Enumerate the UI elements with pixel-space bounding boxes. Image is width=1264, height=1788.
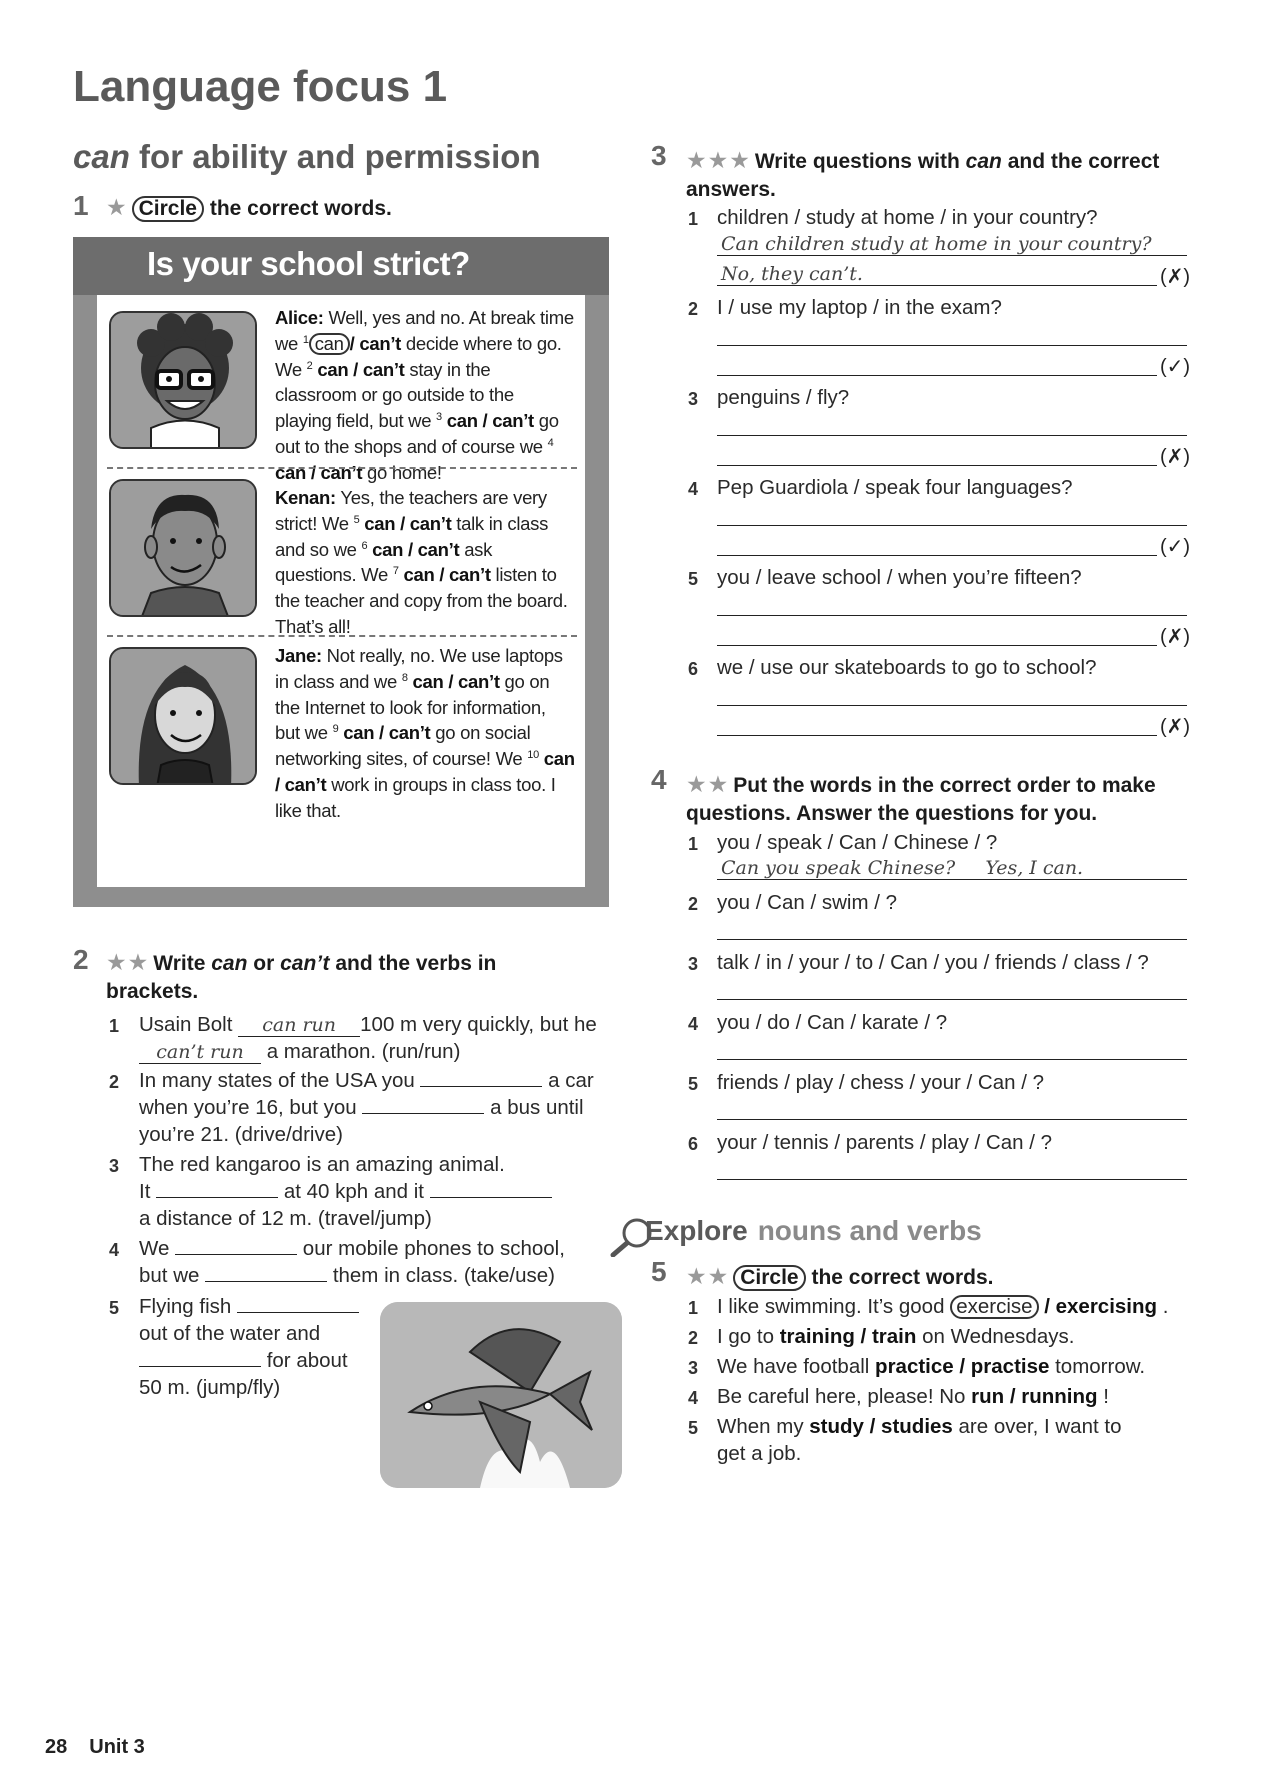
ex2-instruction [106, 948, 576, 1006]
kenan-name: Kenan: [275, 487, 336, 508]
ex3-item-2-question-line[interactable] [717, 322, 1187, 346]
alice-text-3: stay in the classroom or go outside to the playing field, but we [275, 358, 514, 432]
ex3-item-prompt: children / study at home / in your country? [717, 206, 1098, 229]
ex4-item-number: 4 [688, 1014, 699, 1034]
ex2-instruction-a: Write [153, 952, 206, 975]
ex2-item-4-blank-1[interactable] [175, 1235, 297, 1255]
jane-text-3: go on social networking sites, of course! We [275, 722, 531, 770]
ex2-item-4-text-d: them in class. (take/use) [332, 1264, 555, 1287]
ex3-item-4-answer-line[interactable] [717, 532, 1157, 556]
gap-6-number: 6 [361, 539, 368, 552]
ex4-item-prompt: talk / in / your / to / Can / you / friends / class / ? [717, 951, 1149, 974]
jane-name: Jane: [275, 645, 322, 666]
alice-portrait [109, 311, 257, 449]
kenan-speech [275, 485, 575, 640]
ex2-number: 2 [73, 944, 89, 975]
kenan-text-1: Yes, the teachers are very strict! We [275, 487, 547, 534]
ex3-item-3-question-line[interactable] [717, 412, 1187, 436]
ex5-item-1-text-b: . [1162, 1295, 1169, 1318]
ex2-item-4-text-a: We [139, 1237, 170, 1260]
kenan-text-2: talk in class and so we [275, 512, 549, 560]
jane-text-4: work in groups in class too. I like that. [275, 773, 556, 821]
ex2-item-4-text-b: our mobile phones to school, [302, 1237, 565, 1260]
ex2-item-1 [139, 1011, 619, 1065]
ex2-item-3-text-c: at 40 kph and it [283, 1180, 424, 1203]
ex2-item-4 [139, 1235, 619, 1289]
ex5-item-2 [717, 1323, 1074, 1350]
jane-speech [275, 643, 575, 824]
ex5-item-5-text-c: get a job. [717, 1442, 802, 1465]
ex2-item-5 [139, 1293, 379, 1401]
ex3-item-number: 1 [688, 209, 699, 229]
alice-text-2: decide where to go. We [275, 332, 562, 380]
ex5-instruction [686, 1262, 994, 1292]
ex5-item-5-options[interactable]: study / studies [809, 1415, 953, 1438]
gap-9-options[interactable]: can / can’t [343, 722, 431, 744]
ex2-item-2-text-e: you’re 21. (drive/drive) [139, 1123, 343, 1146]
magnifier-icon [609, 1217, 655, 1257]
ex5-item-1-circled-answer: exercise [950, 1295, 1038, 1319]
ex1-circle-word: Circle [132, 196, 204, 222]
ex2-item-number: 2 [109, 1072, 120, 1092]
ex5-item-3-options[interactable]: practice / practise [875, 1355, 1050, 1378]
ex5-item-1 [717, 1293, 1168, 1320]
ex3-item-number: 3 [688, 389, 699, 409]
ex5-item-3 [717, 1353, 1145, 1380]
jane-text-2: go on the Internet to look for information, but we [275, 670, 550, 744]
gap-6-options[interactable]: can / can’t [372, 538, 460, 560]
ex4-item-1-answer-line[interactable]: Can you speak Chinese? Yes, I can. [717, 856, 1187, 880]
ex2-item-number: 5 [109, 1298, 120, 1318]
ex3-difficulty-stars: ★★★ [686, 147, 751, 173]
ex2-item-4-blank-2[interactable] [205, 1262, 327, 1282]
ex5-item-1-options[interactable]: / exercising [1044, 1295, 1158, 1318]
alice-text-5: go home! [367, 461, 442, 483]
ex4-item-number: 6 [688, 1134, 699, 1154]
ex5-item-5 [717, 1413, 1121, 1467]
ex4-item-number: 2 [688, 894, 699, 914]
ex2-item-3-text-b: It [139, 1180, 151, 1203]
gap-8-options[interactable]: can / can’t [412, 670, 500, 692]
gap-10-number: 10 [527, 749, 539, 762]
ex5-item-5-text-a: When my [717, 1415, 804, 1438]
page-footer [45, 1736, 145, 1759]
ex5-item-number: 3 [688, 1358, 699, 1378]
ex4-item-prompt: you / speak / Can / Chinese / ? [717, 831, 998, 854]
ex4-number: 4 [651, 764, 667, 795]
unit-label: Unit 3 [89, 1736, 145, 1758]
ex1-instruction-text: the correct words. [209, 197, 392, 220]
ex3-item-5-answer-line[interactable] [717, 622, 1157, 646]
explore-heading [645, 1215, 982, 1247]
ex5-item-3-text-b: tomorrow. [1055, 1355, 1146, 1378]
ex2-item-3-text-a: The red kangaroo is an amazing animal. [139, 1153, 505, 1176]
ex3-item-1-mark: (✗) [1160, 266, 1191, 288]
ex4-item-5-answer-line[interactable] [717, 1096, 1187, 1120]
jane-text-1: Not really, no. We use laptops in class and we [275, 645, 563, 692]
divider [107, 467, 577, 469]
ex4-item-number: 3 [688, 954, 699, 974]
ex2-item-3-blank-2[interactable] [430, 1178, 552, 1198]
ex1-difficulty-stars: ★ [106, 194, 128, 220]
ex2-item-2-blank-1[interactable] [420, 1067, 542, 1087]
ex2-item-1-answer-1[interactable]: can run [238, 1014, 360, 1037]
ex2-difficulty-stars: ★★ [106, 949, 150, 975]
ex4-item-prompt: you / do / Can / karate / ? [717, 1011, 948, 1034]
ex2-item-5-text-d: 50 m. (jump/fly) [139, 1376, 281, 1399]
section-title-text: for ability and permission [139, 138, 541, 175]
ex3-instruction-a: Write questions with [754, 150, 960, 173]
ex5-item-2-text-b: on Wednesdays. [922, 1325, 1075, 1348]
ex4-instruction-text: Put the words in the correct order to make questions. Answer the questions for you. [686, 774, 1156, 825]
ex3-item-1-answer-line[interactable]: No, they can’t. [717, 262, 1157, 286]
ex3-item-5-mark: (✗) [1160, 626, 1191, 648]
gap-1-option: / can’t [349, 332, 402, 354]
gap-9-number: 9 [332, 723, 339, 736]
ex3-instruction [686, 146, 1186, 204]
alice-speech [275, 305, 575, 486]
alice-text-1: Well, yes and no. At break time we [275, 307, 574, 354]
gap-2-number: 2 [306, 359, 313, 372]
gap-7-options[interactable]: can / can’t [403, 564, 491, 586]
ex3-item-6-answer-line[interactable] [717, 712, 1157, 736]
ex4-item-number: 1 [688, 834, 699, 854]
ex2-item-3-text-d: a distance of 12 m. (travel/jump) [139, 1207, 432, 1230]
ex5-difficulty-stars: ★★ [686, 1263, 730, 1289]
ex3-item-3-mark: (✗) [1160, 446, 1191, 468]
gap-3-options[interactable]: can / can’t [446, 410, 534, 432]
ex4-item-number: 5 [688, 1074, 699, 1094]
ex2-item-5-text-a: Flying fish [139, 1295, 232, 1318]
ex2-keyword-cant: can’t [280, 952, 330, 975]
ex4-difficulty-stars: ★★ [686, 771, 730, 797]
gap-1-circled-answer: can [309, 333, 350, 355]
ex5-item-4 [717, 1383, 1109, 1410]
ex3-item-4-question-line[interactable] [717, 502, 1187, 526]
ex5-instruction-text: the correct words. [811, 1266, 994, 1289]
ex4-item-2-answer-line[interactable] [717, 916, 1187, 940]
ex4-item-6-answer-line[interactable] [717, 1156, 1187, 1180]
ex2-item-2-text-d: a bus until [490, 1096, 584, 1119]
gap-4-number: 4 [547, 436, 554, 449]
ex5-number: 5 [651, 1256, 667, 1287]
ex2-item-5-blank-2[interactable] [139, 1347, 261, 1367]
kenan-text-4: listen to the teacher and copy from the board. That’s all! [275, 564, 568, 637]
ex2-item-number: 3 [109, 1156, 120, 1176]
ex3-item-4-mark: (✓) [1160, 536, 1191, 558]
section-title [73, 138, 541, 176]
ex2-item-5-text-b: out of the water and [139, 1322, 321, 1345]
gap-4-options[interactable]: can / can’t [275, 461, 363, 483]
gap-5-options[interactable]: can / can’t [364, 512, 452, 534]
ex3-item-number: 4 [688, 479, 699, 499]
ex2-item-2-blank-2[interactable] [362, 1094, 484, 1114]
box-content [97, 295, 585, 887]
section-title-keyword: can [73, 138, 130, 175]
school-strict-box [73, 237, 609, 907]
ex1-number: 1 [73, 190, 89, 221]
ex3-number: 3 [651, 140, 667, 171]
ex1-instruction [106, 193, 392, 223]
ex2-item-1-answer-2[interactable]: can’t run [139, 1041, 261, 1064]
ex2-instruction-b: or [253, 952, 275, 975]
ex4-item-prompt: friends / play / chess / your / Can / ? [717, 1071, 1045, 1094]
explore-word: Explore [645, 1215, 748, 1246]
gap-3-number: 3 [436, 411, 442, 424]
ex5-circle-word: Circle [733, 1265, 805, 1291]
page-title: Language focus 1 [73, 62, 448, 111]
ex5-item-5-text-b: are over, I want to [958, 1415, 1122, 1438]
box-title: Is your school strict? [147, 245, 470, 282]
ex2-item-3-blank-1[interactable] [156, 1178, 278, 1198]
ex3-item-prompt: penguins / fly? [717, 386, 850, 409]
ex2-item-1-text-c: a marathon. (run/run) [266, 1040, 461, 1063]
ex3-item-5-question-line[interactable] [717, 592, 1187, 616]
ex5-item-number: 4 [688, 1388, 699, 1408]
ex3-item-number: 2 [688, 299, 699, 319]
gap-8-number: 8 [401, 671, 408, 684]
ex3-item-prompt: Pep Guardiola / speak four languages? [717, 476, 1073, 499]
ex5-item-3-text-a: We have football [717, 1355, 870, 1378]
ex5-item-4-text-a: Be careful here, please! No [717, 1385, 966, 1408]
explore-topic: nouns and verbs [757, 1215, 982, 1246]
ex2-item-5-text-c: for about [266, 1349, 348, 1372]
ex5-item-1-text-a: I like swimming. It’s good [717, 1295, 945, 1318]
ex3-item-number: 5 [688, 569, 699, 589]
ex2-item-2-text-c: when you’re 16, but you [139, 1096, 357, 1119]
flying-fish-illustration [380, 1302, 622, 1488]
ex3-keyword: can [965, 150, 1002, 173]
gap-10-options[interactable]: can / can’t [275, 748, 575, 795]
ex2-item-2-text-b: a car [548, 1069, 594, 1092]
gap-2-options[interactable]: can / can’t [317, 358, 405, 380]
ex2-item-2-text-a: In many states of the USA you [139, 1069, 415, 1092]
ex4-item-prompt: your / tennis / parents / play / Can / ? [717, 1131, 1053, 1154]
ex5-item-number: 5 [688, 1418, 699, 1438]
ex5-item-number: 1 [688, 1298, 699, 1318]
ex3-item-3-answer-line[interactable] [717, 442, 1157, 466]
ex2-item-5-blank-1[interactable] [237, 1293, 359, 1313]
ex3-item-6-mark: (✗) [1160, 716, 1191, 738]
ex3-item-prompt: I / use my laptop / in the exam? [717, 296, 1002, 319]
gap-5-number: 5 [353, 513, 360, 526]
alice-text-4: go out to the shops and of course we [275, 410, 559, 457]
kenan-text-3: ask questions. We [275, 538, 493, 586]
ex3-item-number: 6 [688, 659, 699, 679]
ex5-item-number: 2 [688, 1328, 699, 1348]
ex4-item-prompt: you / Can / swim / ? [717, 891, 898, 914]
kenan-portrait [109, 479, 257, 617]
jane-portrait [109, 647, 257, 785]
ex2-instruction-c: and the verbs in brackets. [106, 952, 497, 1003]
ex2-item-4-text-c: but we [139, 1264, 200, 1287]
alice-name: Alice: [275, 307, 324, 328]
ex3-item-2-mark: (✓) [1160, 356, 1191, 378]
ex2-item-number: 1 [109, 1016, 120, 1036]
ex3-item-2-answer-line[interactable] [717, 352, 1157, 376]
ex3-item-6-question-line[interactable] [717, 682, 1187, 706]
ex3-instruction-b: and the correct answers. [686, 150, 1160, 201]
ex4-item-4-answer-line[interactable] [717, 1036, 1187, 1060]
ex3-item-prompt: we / use our skateboards to go to school? [717, 656, 1097, 679]
ex2-item-number: 4 [109, 1240, 120, 1260]
gap-1-number: 1 [302, 333, 309, 346]
ex2-item-3 [139, 1151, 619, 1232]
ex5-item-4-text-b: ! [1103, 1385, 1109, 1408]
gap-7-number: 7 [392, 565, 399, 578]
ex3-item-1-question-line[interactable]: Can children study at home in your country? [717, 232, 1187, 256]
divider [107, 635, 577, 637]
ex2-keyword-can: can [211, 952, 248, 975]
ex2-item-1-text-b: 100 m very quickly, but he [360, 1013, 597, 1036]
page-number: 28 [45, 1736, 68, 1758]
ex2-item-2 [139, 1067, 619, 1148]
ex3-item-prompt: you / leave school / when you’re fifteen? [717, 566, 1082, 589]
ex4-instruction [686, 770, 1196, 828]
ex4-item-3-answer-line[interactable] [717, 976, 1187, 1000]
ex5-item-2-options[interactable]: training / train [779, 1325, 917, 1348]
ex5-item-4-options[interactable]: run / running [971, 1385, 1098, 1408]
ex5-item-2-text-a: I go to [717, 1325, 774, 1348]
ex2-item-1-text-a: Usain Bolt [139, 1013, 233, 1036]
